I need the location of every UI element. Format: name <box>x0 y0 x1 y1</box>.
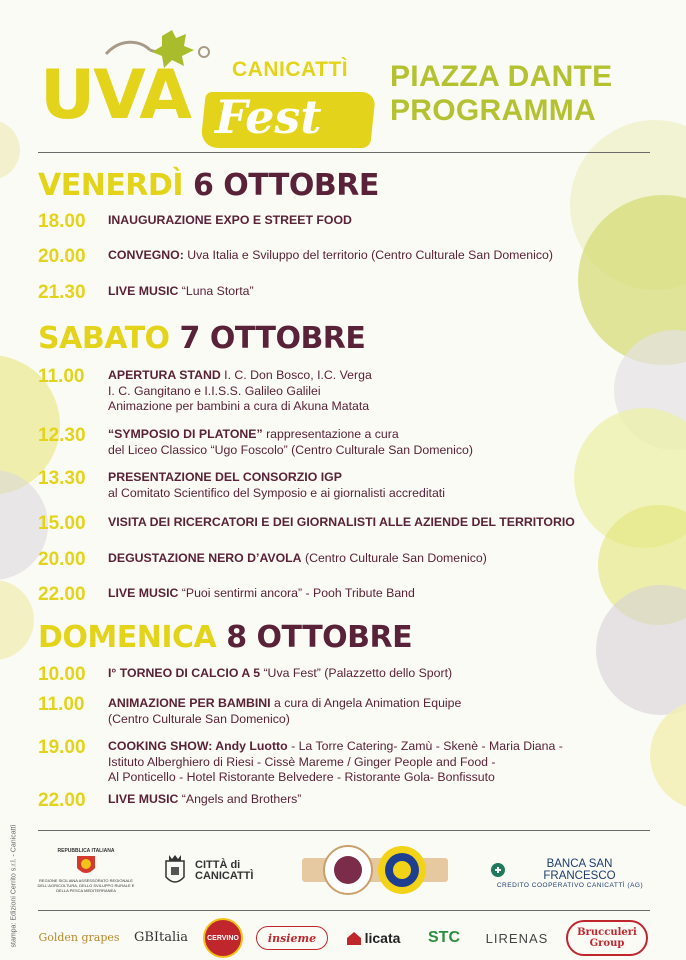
event-desc: LIVE MUSIC “Angels and Brothers” <box>108 792 302 806</box>
logo-city: CANICATTÌ <box>232 58 349 81</box>
logo-regione-siciliana: REPUBBLICA ITALIANA REGIONE SICILIANA ASSESSORATO REGIONALE DELL'AGRICOLTURA, DELLO SVILUPPO RURALE E DELLA PESCA MEDITERRANEA <box>37 847 135 893</box>
event-time: 12.30 <box>38 425 86 446</box>
event-time: 20.00 <box>38 246 86 267</box>
day-date: 6 OTTOBRE <box>192 168 379 203</box>
logo-cervino: CERVINO <box>200 918 246 958</box>
event-time: 22.00 <box>38 790 86 811</box>
logo-fest: Fest <box>215 90 322 144</box>
divider <box>38 910 650 911</box>
day-date: 7 OTTOBRE <box>179 321 366 356</box>
logo-badges <box>300 842 450 898</box>
logo-golden-grapes: Golden grapes <box>38 930 120 944</box>
event-time: 21.30 <box>38 282 86 303</box>
divider <box>38 152 650 153</box>
event-desc: CONVEGNO: Uva Italia e Sviluppo del territorio (Centro Culturale San Domenico) <box>108 248 553 262</box>
day-heading-friday <box>38 169 379 203</box>
crest-icon <box>163 853 187 889</box>
event-row <box>38 282 658 304</box>
event-time: 10.00 <box>38 664 86 685</box>
event-desc: ANIMAZIONE PER BAMBINI a cura di Angela Animation Equipe (Centro Culturale San Domenico) <box>108 696 462 726</box>
program-title: PROGRAMMA <box>390 94 597 127</box>
event-row <box>38 366 658 415</box>
uva-fest-logo <box>40 28 375 144</box>
event-row <box>38 468 658 501</box>
logo-canicatti: CITTÀ di CANICATTÌ <box>158 850 260 892</box>
day-heading-saturday <box>38 322 365 356</box>
event-desc: APERTURA STAND I. C. Don Bosco, I.C. Verga I. C. Gangitano e I.I.S.S. Galileo Galilei Animazione per bambini a cura di Akuna Matata <box>108 368 372 413</box>
logo-gbitalia: GBItalia <box>133 929 189 945</box>
event-time: 11.00 <box>38 366 85 387</box>
event-desc: DEGUSTAZIONE NERO D’AVOLA (Centro Culturale San Domenico) <box>108 551 487 565</box>
event-desc: LIVE MUSIC “Puoi sentirmi ancora” - Pooh Tribute Band <box>108 586 415 600</box>
day-name: SABATO <box>38 321 170 356</box>
event-row <box>38 694 658 727</box>
event-row <box>38 425 658 458</box>
event-row <box>38 549 658 571</box>
event-time: 13.30 <box>38 468 86 489</box>
logo-insieme: insieme <box>256 926 328 950</box>
event-desc: LIVE MUSIC “Luna Storta” <box>108 284 254 298</box>
logo-uva: UVA <box>40 56 190 135</box>
bcc-icon <box>490 862 506 878</box>
venue-title: PIAZZA DANTE <box>390 60 613 93</box>
day-name: DOMENICA <box>38 620 217 655</box>
event-row <box>38 584 658 606</box>
event-desc: I° TORNEO DI CALCIO A 5 “Uva Fest” (Palazzetto dello Sport) <box>108 666 453 680</box>
day-name: VENERDÌ <box>38 168 183 203</box>
event-row <box>38 737 658 786</box>
event-row <box>38 211 658 233</box>
event-time: 22.00 <box>38 584 86 605</box>
logo-licata: licata <box>338 924 408 952</box>
event-desc: PRESENTAZIONE DEL CONSORZIO IGP al Comitato Scientifico del Symposio e ai giornalisti accreditati <box>108 470 445 500</box>
event-time: 15.00 <box>38 513 86 534</box>
event-time: 18.00 <box>38 211 86 232</box>
event-row <box>38 513 658 535</box>
event-row <box>38 790 658 812</box>
wine-igp-badges <box>300 842 450 898</box>
logo-brucculeri: Brucculeri Group <box>566 920 648 956</box>
event-time: 19.00 <box>38 737 86 758</box>
logo-lirenas: LIRENAS <box>485 930 549 946</box>
event-time: 11.00 <box>38 694 85 715</box>
printer-credit: stampa: Edizioni Cerrito s.r.l. - Canicattì <box>10 824 18 948</box>
day-date: 8 OTTOBRE <box>226 620 413 655</box>
event-row <box>38 246 658 268</box>
divider <box>38 830 650 831</box>
event-desc: COOKING SHOW: Andy Luotto - La Torre Catering- Zamù - Skenè - Maria Diana - Istituto Alberghiero di Riesi - Cissè Mareme / Ginger People and Food - Al Ponticello - Hotel Ristorante Belvedere - Ristorante Gola- Bonfissuto <box>108 739 563 784</box>
event-row <box>38 664 658 686</box>
logo-banca-san-francesco: BANCA SAN FRANCESCO CREDITO COOPERATIVO CANICATTÌ (AG) <box>490 858 650 888</box>
logo-stc: STC <box>428 929 460 946</box>
house-icon <box>346 930 362 946</box>
event-desc: INAUGURAZIONE EXPO E STREET FOOD <box>108 213 352 227</box>
sicily-emblem-icon <box>75 854 97 878</box>
event-time: 20.00 <box>38 549 86 570</box>
event-desc: VISITA DEI RICERCATORI E DEI GIORNALISTI ALLE AZIENDE DEL TERRITORIO <box>108 515 575 529</box>
event-desc: “SYMPOSIO DI PLATONE” rappresentazione a cura del Liceo Classico “Ugo Foscolo” (Centro Culturale San Domenico) <box>108 427 473 457</box>
day-heading-sunday <box>38 621 412 655</box>
header-title <box>390 60 650 128</box>
